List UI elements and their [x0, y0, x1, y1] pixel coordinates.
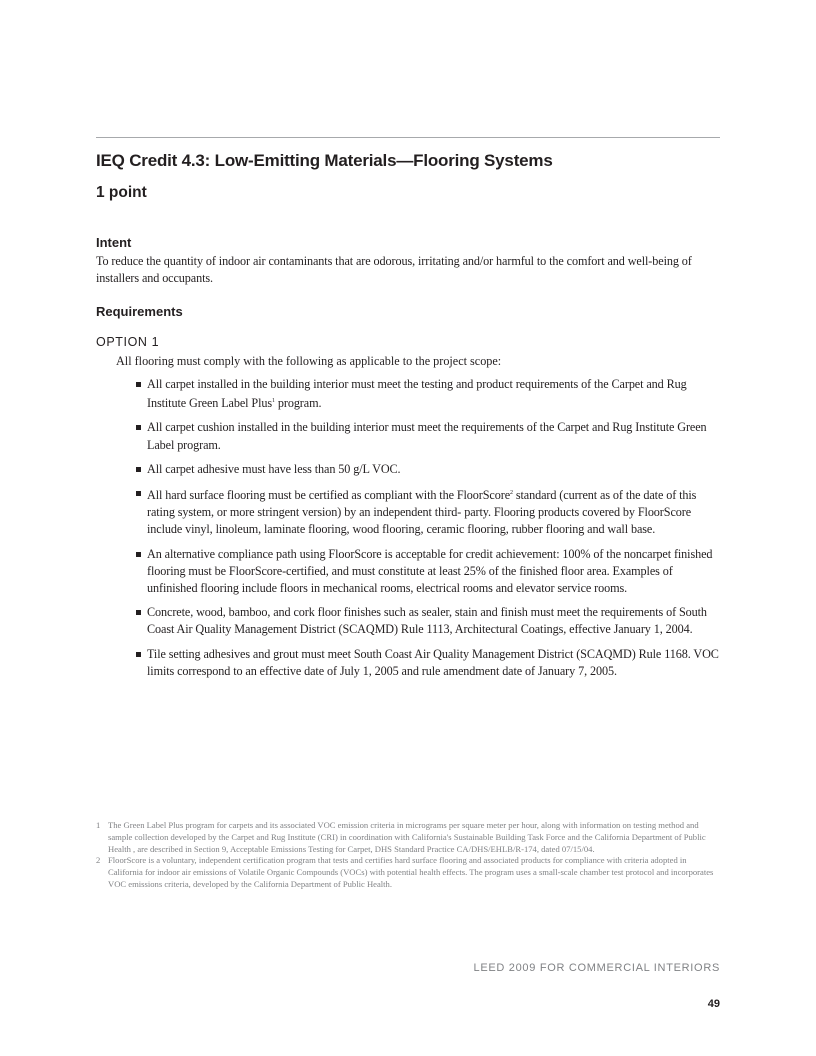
list-item-text: Tile setting adhesives and grout must meet South Coast Air Quality Management District (SCAQMD) Rule 1168. VOC limits correspond to an effective date of July 1, 2005 and rule amendment date of January 7, 2005.	[147, 646, 719, 678]
credit-points: 1 point	[96, 184, 147, 201]
list-item	[96, 546, 720, 598]
list-item	[96, 646, 720, 680]
list-item-text: An alternative compliance path using FloorScore is acceptable for credit achievement: 100% of the noncarpet finished flooring must be FloorScore-certified, and must constitute at least 25% of the finished floor area. Examples of unfinished flooring include floors in mechanical rooms, electrical rooms and elevator service rooms.	[147, 546, 713, 596]
running-footer: LEED 2009 FOR COMMERCIAL INTERIORS	[473, 962, 720, 974]
list-item	[96, 419, 720, 453]
requirements-heading: Requirements	[96, 304, 183, 319]
bullet-icon	[136, 610, 141, 615]
requirements-lead: All flooring must comply with the following as applicable to the project scope:	[116, 354, 502, 368]
footnote-number: 2	[96, 855, 101, 866]
footnote-text: The Green Label Plus program for carpets and its associated VOC emission criteria in micrograms per square meter per hour, along with information on testing method and sample collection developed by the Carpet and Rug Institute (CRI) in coordination with California's Sustainable Building Task Force and the California Department of Public Health , are described in Section 9, Acceptable Emissions Testing for Carpet, DHS Standard Practice CA/DHS/EHLB/R-174, dated 07/15/04.	[108, 820, 706, 854]
intent-text: To reduce the quantity of indoor air contaminants that are odorous, irritating and/or harmful to the comfort and well-being of installers and occupants.	[96, 254, 692, 285]
list-item-text-cont: standard (current as of the date of this rating system, or more stringent version) by an independent third- party. Flooring products covered by FloorScore include vinyl, linoleum, laminate flooring, wood flooring, ceramic flooring, rubber flooring and wall base.	[147, 488, 697, 537]
page-number: 49	[707, 998, 720, 1010]
requirements-list	[96, 376, 720, 680]
bullet-icon	[136, 382, 141, 387]
bullet-icon	[136, 425, 141, 430]
list-item	[96, 604, 720, 638]
main-content	[96, 150, 720, 687]
option-label: OPTION 1	[96, 335, 160, 349]
footnote	[96, 820, 720, 855]
footnotes	[96, 820, 720, 891]
bullet-icon	[136, 652, 141, 657]
intent-heading: Intent	[96, 235, 132, 250]
list-item	[96, 376, 720, 412]
list-item-text-cont: program.	[274, 396, 322, 411]
list-item-text: All carpet installed in the building interior must meet the testing and product requirements of the Carpet and Rug Institute Green Label Plus	[147, 377, 687, 411]
header-rule	[96, 137, 720, 138]
list-item	[96, 461, 720, 478]
bullet-icon	[136, 552, 141, 557]
list-item-text: All carpet adhesive must have less than 50 g/L VOC.	[147, 461, 401, 476]
footnote	[96, 855, 720, 890]
footnote-number: 1	[96, 820, 101, 830]
page-title: IEQ Credit 4.3: Low-Emitting Materials—Flooring Systems	[96, 151, 553, 170]
footnote-text: FloorScore is a voluntary, independent certification program that tests and certifies hard surface flooring and associated products for compliance with criteria adopted in California for indoor air emissions of Volatile Organic Compounds (VOCs) with potential health effects. The program uses a small-scale chamber test protocol and incorporates VOC emissions criteria, developed by the California Department of Public Health.	[108, 855, 714, 889]
list-item	[96, 485, 720, 539]
footnote-ref: 2	[510, 490, 513, 497]
bullet-icon	[136, 491, 141, 496]
list-item-text: Concrete, wood, bamboo, and cork floor finishes such as sealer, stain and finish must meet the requirements of South Coast Air Quality Management District (SCAQMD) Rule 1113, Architectural Coatings, effective January 1, 2004.	[147, 605, 707, 637]
list-item-text: All hard surface flooring must be certified as compliant with the FloorScore	[147, 488, 511, 503]
bullet-icon	[136, 467, 141, 472]
footnote-ref: 1	[272, 398, 275, 405]
list-item-text: All carpet cushion installed in the building interior must meet the requirements of the Carpet and Rug Institute Green Label program.	[147, 420, 707, 452]
